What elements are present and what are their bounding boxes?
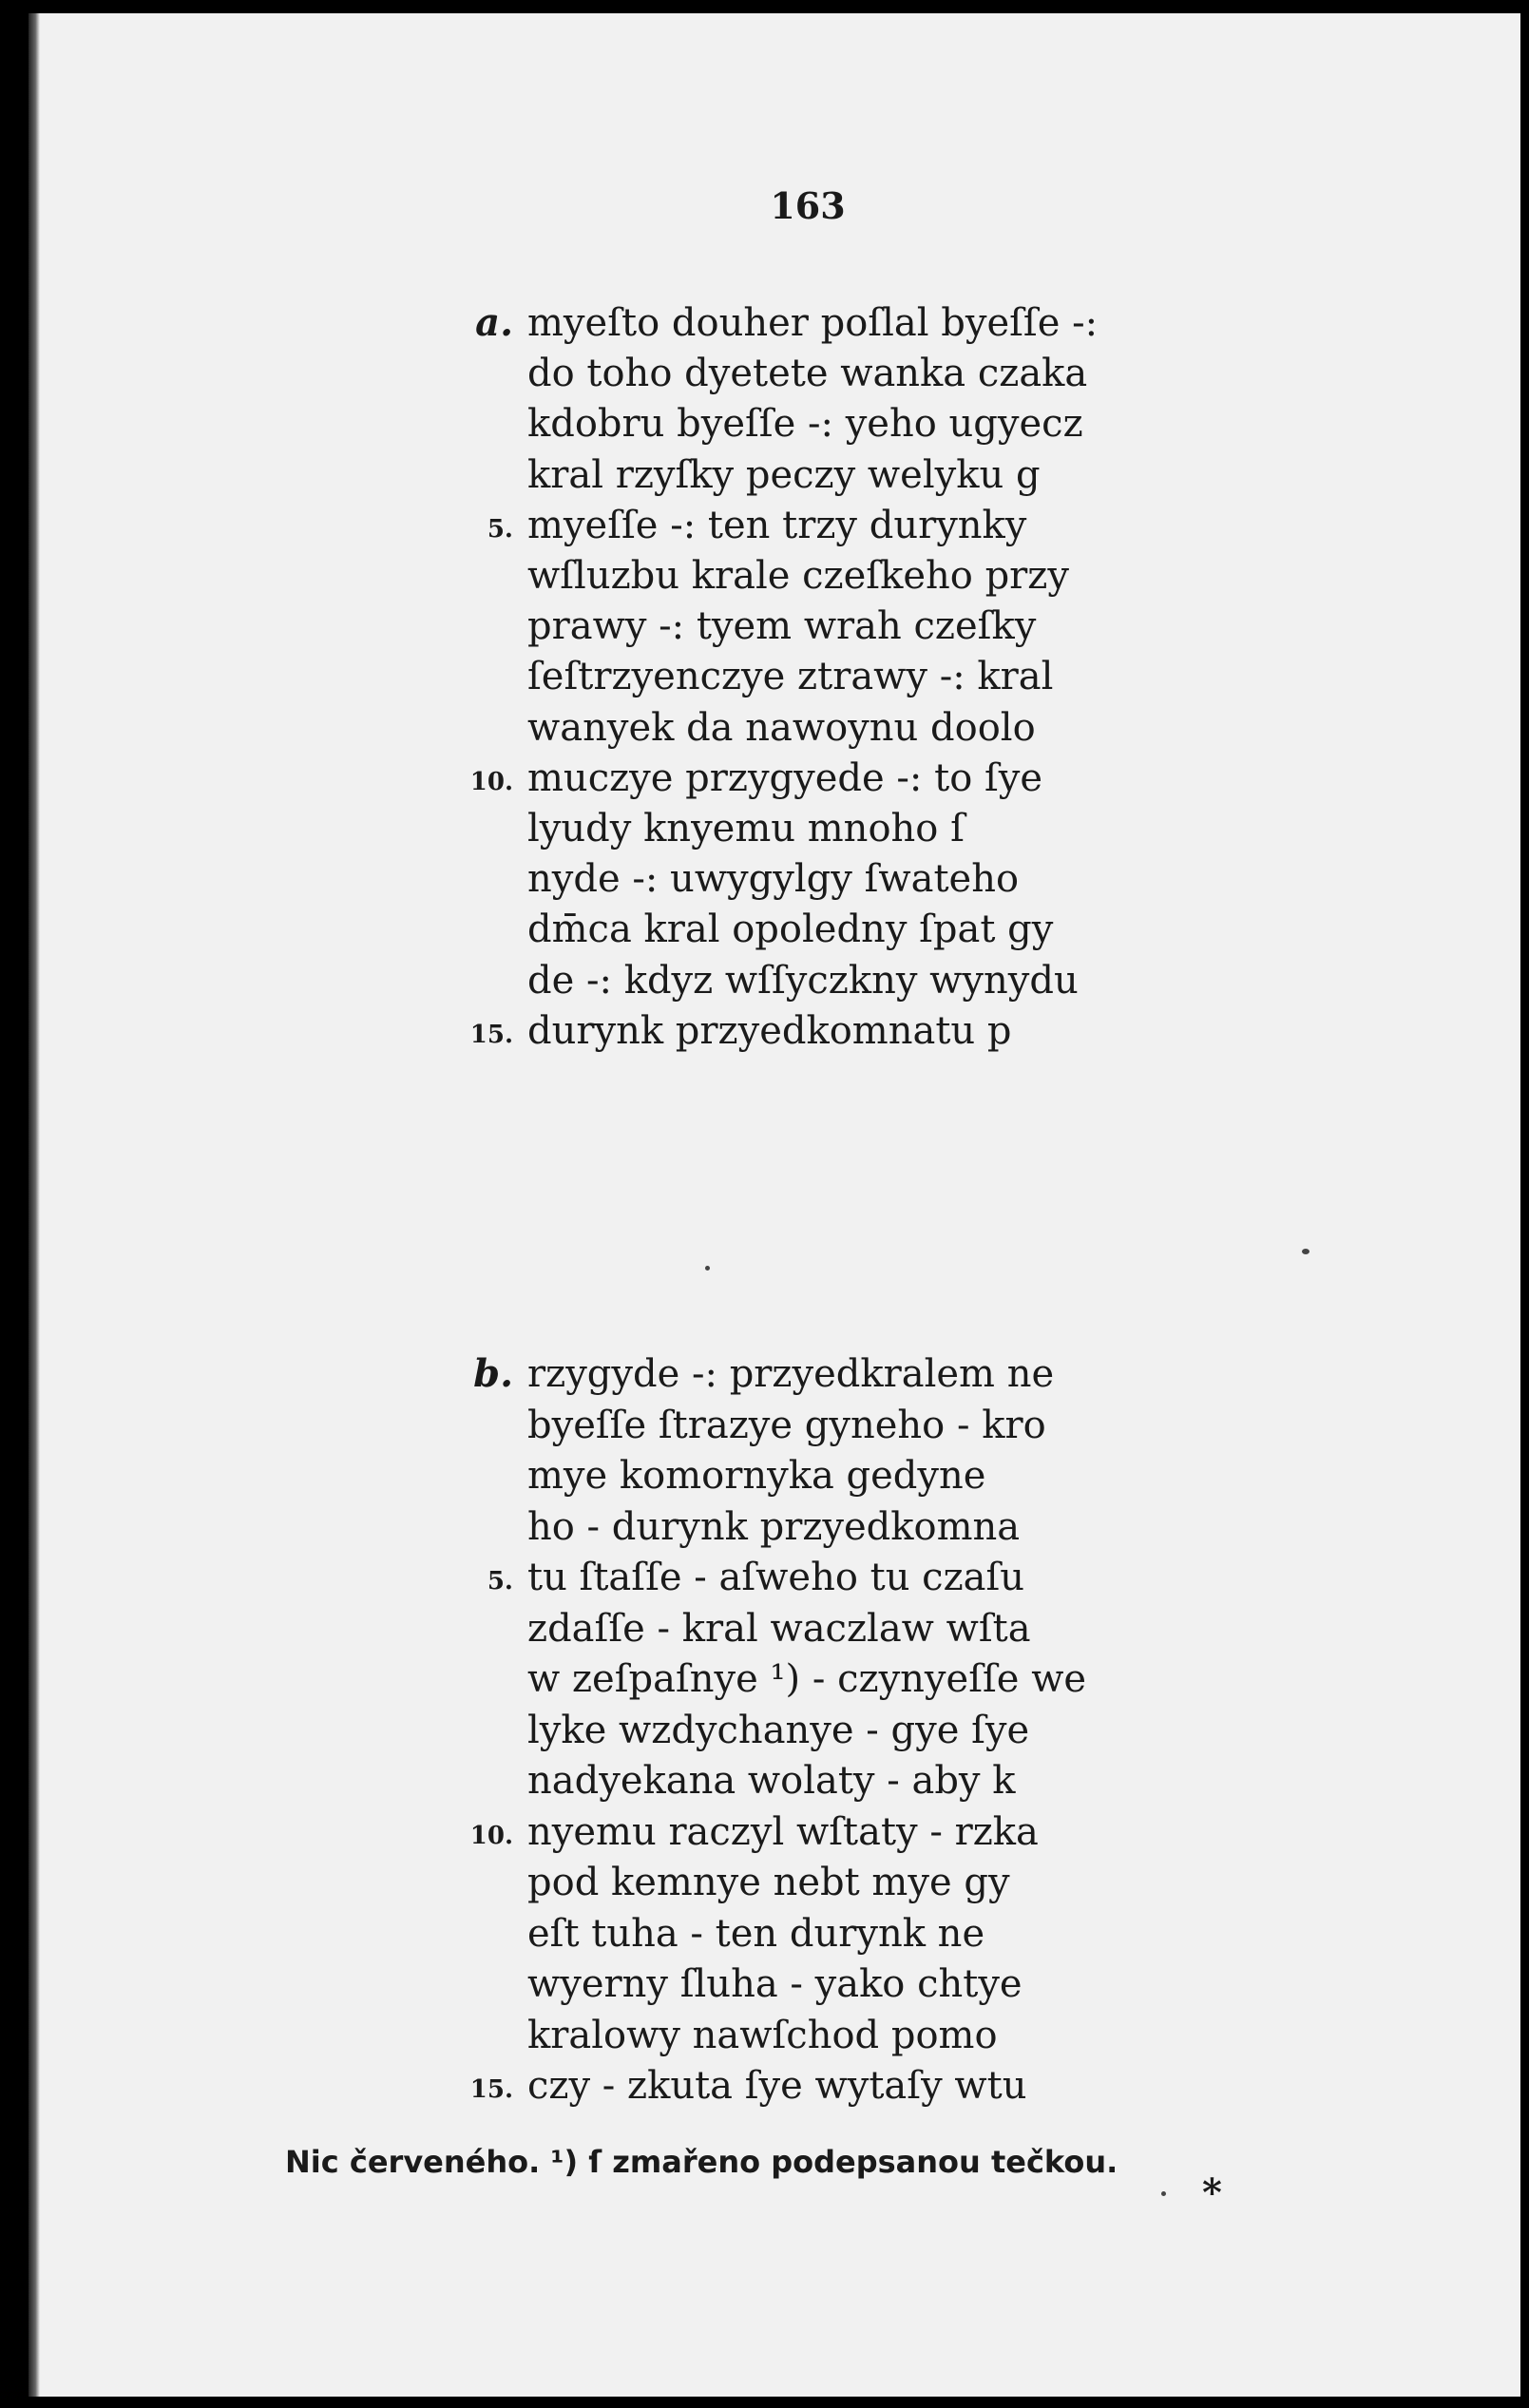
text-line: ho - durynk przyedkomna	[527, 1504, 1021, 1549]
text-line: byeſſe ſtrazye gyneho - kro	[527, 1403, 1046, 1447]
text-line: rzygyde -: przyedkralem ne	[527, 1352, 1055, 1396]
asterisk-mark: *	[1202, 2170, 1222, 2215]
text-line: durynk przyedkomnatu p	[527, 1008, 1012, 1053]
text-line: kral rzyſky peczy welyku g	[527, 452, 1041, 497]
text-line: czy - zkuta ſye wytaſy wtu	[527, 2064, 1027, 2108]
text-line: nadyekana wolaty - aby k	[527, 1759, 1016, 1803]
text-line: eſt tuha - ten durynk ne	[527, 1911, 985, 1956]
text-line: wſluzbu krale czeſkeho przy	[527, 554, 1069, 598]
section-b-label: b.	[473, 1351, 513, 1396]
text-line: de -: kdyz wſſyczkny wynydu	[527, 958, 1079, 1003]
text-line: muczye przygyede -: to ſye	[527, 755, 1043, 800]
line-number: 10.	[469, 767, 513, 796]
text-line: pod kemnye nebt mye gy	[527, 1861, 1010, 1904]
line-number: 10.	[469, 1821, 513, 1850]
speck	[1161, 2191, 1166, 2196]
text-line: wyerny ſluha - yako chtye	[527, 1962, 1023, 2006]
text-line: do toho dyetete wanka czaka	[527, 352, 1088, 396]
line-number: 15.	[469, 2075, 513, 2104]
line-number: 15.	[469, 1020, 513, 1049]
section-a-label: a.	[475, 300, 513, 345]
text-line: lyudy knyemu mnoho ſ	[527, 807, 965, 850]
text-line: mye komornyka gedyne	[527, 1454, 986, 1498]
text-line: dm̄ca kral opoledny ſpat gy	[527, 908, 1054, 952]
text-line: kralowy nawſchod pomo	[527, 2013, 998, 2057]
text-line: ſeſtrzyenczye ztrawy -: kral	[527, 655, 1054, 699]
text-line: kdobru byeſſe -: yeho ugyecz	[527, 402, 1083, 447]
footnote: Nic červeného. ¹) ſ zmařeno podepsanou tečkou.	[285, 2144, 1118, 2180]
text-line: wanyek da nawoynu doolo	[527, 705, 1036, 750]
text-line: nyde -: uwygylgy ſwateho	[527, 857, 1020, 902]
page-number: 163	[770, 184, 846, 227]
text-line: lyke wzdychanye - gye ſye	[527, 1708, 1030, 1752]
text-line: prawy -: tyem wrah czeſky	[527, 604, 1037, 649]
text-line: myeſſe -: ten trzy durynky	[527, 503, 1027, 547]
text-line: zdaſſe - kral waczlaw wſta	[527, 1606, 1031, 1651]
text-line: nyemu raczyl wſtaty - rzka	[527, 1809, 1039, 1854]
speck	[1302, 1249, 1309, 1254]
text-line: myeſto douher poſlal byeſſe -:	[527, 301, 1099, 345]
line-number: 5.	[487, 514, 513, 544]
page-binding-edge	[29, 13, 40, 2397]
speck	[705, 1266, 710, 1271]
text-line: tu ſtaſſe - aſweho tu czaſu	[527, 1556, 1025, 1599]
book-page	[29, 13, 1520, 2397]
text-line: w zeſpaſnye ¹) - czynyeſſe we	[527, 1657, 1087, 1701]
line-number: 5.	[487, 1567, 513, 1596]
